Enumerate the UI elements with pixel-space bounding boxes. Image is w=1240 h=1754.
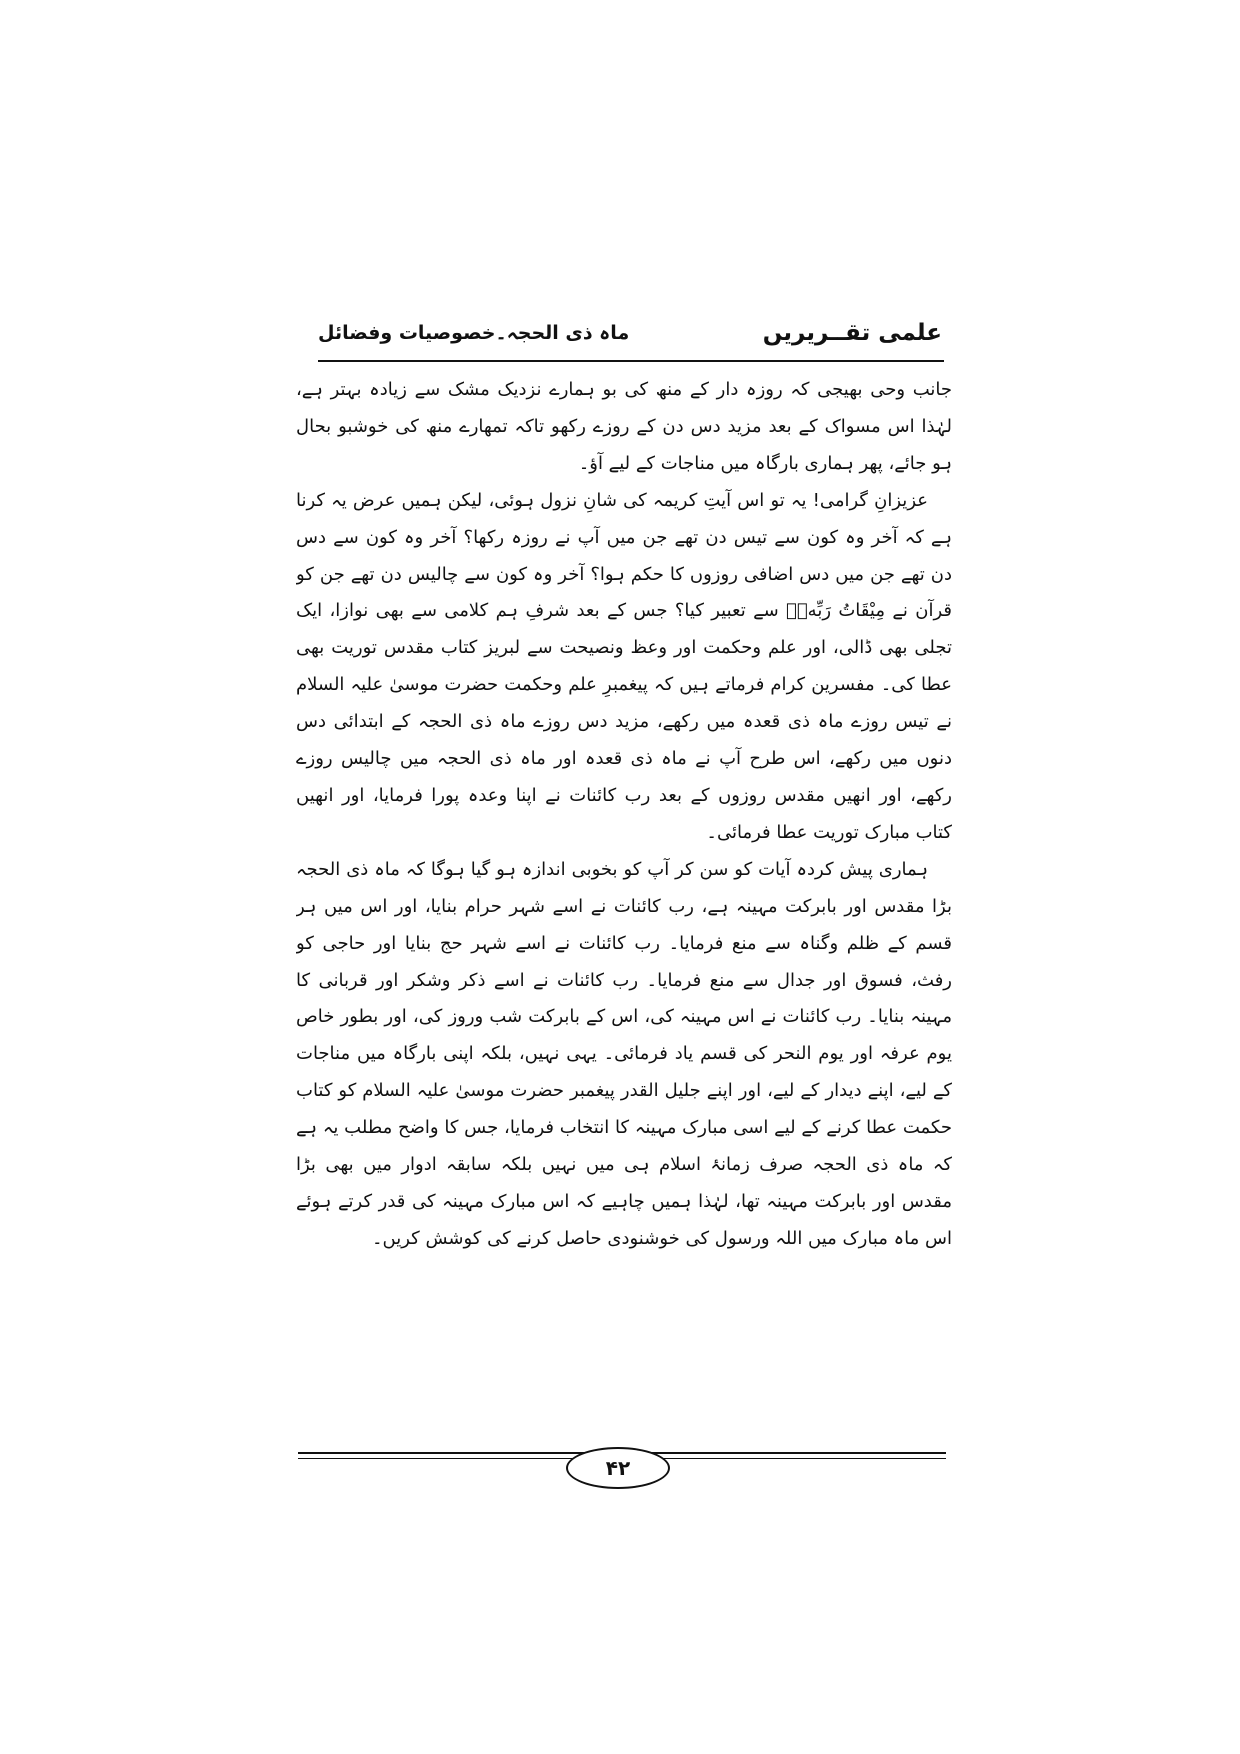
paragraph-continuation: جانب وحی بھیجی کہ روزہ دار کے منھ کی بو ہمارے نزدیک مشک سے زیادہ بہتر ہے، لہٰذا اس مسواک کے بعد مزید دس دن کے روزے رکھو تاکہ تمھارے منھ کی خوشبو بحال ہو جائے، پھر ہماری بارگاہ میں مناجات کے لیے آؤ۔ bbox=[296, 379, 952, 474]
header-divider bbox=[318, 360, 944, 362]
running-header bbox=[318, 318, 942, 362]
chapter-title: ماہ ذی الحجہ۔خصوصیات وفضائل bbox=[318, 322, 630, 344]
body-text bbox=[296, 372, 952, 1442]
book-title: علمی تقــریریں bbox=[762, 320, 942, 346]
paragraph: عزیزانِ گرامی! یہ تو اس آیتِ کریمہ کی شانِ نزول ہوئی، لیکن ہمیں عرض یہ کرنا ہے کہ آخر وہ کون سے تیس دن تھے جن میں آپ نے روزہ رکھا؟ آخر وہ کون سے دس دن تھے جن میں دس اضافی روزوں کا حکم ہوا؟ آخر وہ کون سے چالیس دن تھے جن کو قرآن نے مِيْقَاتُ رَبِّهٖۤ سے تعبیر کیا؟ جس کے بعد شرفِ ہم کلامی سے بھی نوازا، ایک تجلی بھی ڈالی، اور علم وحکمت اور وعظ ونصیحت سے لبریز کتاب مقدس توریت بھی عطا کی۔ مفسرین کرام فرماتے ہیں کہ پیغمبرِ علم وحکمت حضرت موسیٰ علیہ السلام نے تیس روزے ماہ ذی قعدہ میں رکھے، مزید دس روزے ماہ ذی الحجہ کے ابتدائی دس دنوں میں رکھے، اس طرح آپ نے ماہ ذی قعدہ اور ماہ ذی الحجہ میں چالیس روزے رکھے، اور انھیں مقدس روزوں کے بعد رب کائنات نے اپنا وعدہ پورا فرمایا، اور انھیں کتاب مبارک توریت عطا فرمائی۔ bbox=[296, 489, 952, 843]
paragraph: ہماری پیش کردہ آیات کو سن کر آپ کو بخوبی اندازہ ہو گیا ہوگا کہ ماہ ذی الحجہ بڑا مقدس اور بابرکت مہینہ ہے، رب کائنات نے اسے شہر حرام بنایا، اور اس میں ہر قسم کے ظلم وگناہ سے منع فرمایا۔ رب کائنات نے اسے شہر حج بنایا اور حاجی کو رفث، فسوق اور جدال سے منع فرمایا۔ رب کائنات نے اسے ذکر وشکر اور قربانی کا مہینہ بنایا۔ رب کائنات نے اس مہینہ کی، اس کے بابرکت شب وروز کی، اور بطور خاص یوم عرفہ اور یوم النحر کی قسم یاد فرمائی۔ یہی نہیں، بلکہ اپنی بارگاہ میں مناجات کے لیے، اپنے دیدار کے لیے، اور اپنے جلیل القدر پیغمبر حضرت موسیٰ علیہ السلام کو کتاب حکمت عطا کرنے کے لیے اسی مبارک مہینہ کا انتخاب فرمایا، جس کا واضح مطلب یہ ہے کہ ماہ ذی الحجہ صرف زمانۂ اسلام ہی میں نہیں بلکہ سابقہ ادوار میں بھی بڑا مقدس اور بابرکت مہینہ تھا، لہٰذا ہمیں چاہیے کہ اس مبارک مہینہ کی قدر کرتے ہوئے اس ماہ مبارک میں اللہ ورسول کی خوشنودی حاصل کرنے کی کوشش کریں۔ bbox=[296, 858, 952, 1249]
page-number: ۴۲ bbox=[566, 1447, 670, 1489]
